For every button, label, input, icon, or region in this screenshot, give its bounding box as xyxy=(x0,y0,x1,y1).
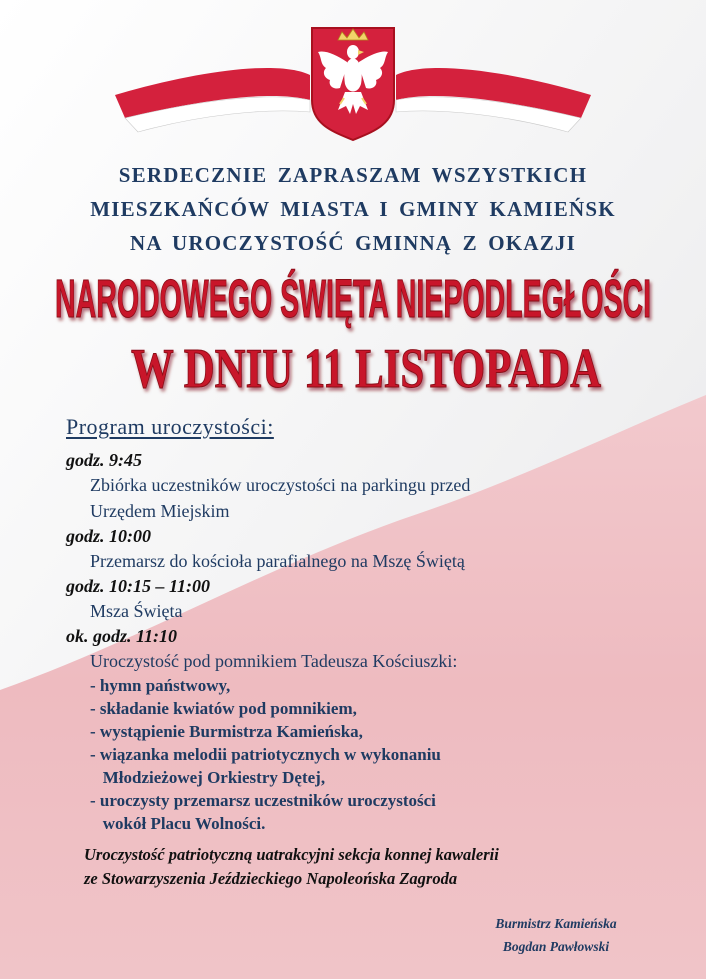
title-line-2: W DNIU 11 LISTOPADA xyxy=(131,338,602,400)
schedule-item xyxy=(66,624,666,835)
schedule-description: Zbiórka uczestników uroczystości na parkingu przed xyxy=(90,475,471,495)
schedule-description: Msza Święta xyxy=(90,601,183,621)
list-item: Młodzieżowej Orkiestry Dętej, xyxy=(90,768,326,787)
schedule-time: godz. 9:45 xyxy=(66,450,142,470)
schedule-description: Uroczystość pod pomnikiem Tadeusza Kościuszki: xyxy=(90,651,458,671)
invitation-line-3: NA UROCZYSTOŚĆ GMINNĄ Z OKAZJI xyxy=(129,231,576,255)
invitation-line-1: SERDECZNIE ZAPRASZAM WSZYSTKICH xyxy=(118,163,588,187)
list-item: - uroczysty przemarsz uczestników uroczystości xyxy=(90,791,436,810)
main-title xyxy=(0,265,706,400)
signature xyxy=(436,912,676,958)
program-heading: Program uroczystości: xyxy=(66,414,274,439)
ceremony-subitems xyxy=(66,674,666,835)
schedule-item xyxy=(66,574,666,624)
list-item: - hymn państwowy, xyxy=(90,676,231,695)
note-line-1: Uroczystość patriotyczną uatrakcyjni sekcja konnej kawalerii xyxy=(84,845,499,864)
list-item: - wiązanka melodii patriotycznych w wykonaniu xyxy=(90,745,441,764)
invitation-text xyxy=(0,158,706,260)
program-schedule xyxy=(66,448,666,835)
schedule-item xyxy=(66,448,666,524)
list-item: wokół Placu Wolności. xyxy=(90,814,266,833)
schedule-time: godz. 10:15 – 11:00 xyxy=(66,576,210,596)
title-line-1: NARODOWEGO ŚWIĘTA NIEPODLEGŁOŚCI xyxy=(55,269,651,329)
schedule-description: Przemarsz do kościoła parafialnego na Mszę Świętą xyxy=(90,551,465,571)
cavalry-note xyxy=(84,843,644,891)
list-item: - wystąpienie Burmistrza Kamieńska, xyxy=(90,722,363,741)
signature-name: Bogdan Pawłowski xyxy=(502,939,610,954)
note-line-2: ze Stowarzyszenia Jeździeckiego Napoleońska Zagroda xyxy=(84,869,458,888)
invitation-line-2: MIESZKAŃCÓW MIASTA I GMINY KAMIEŃSK xyxy=(90,197,616,221)
schedule-time: godz. 10:00 xyxy=(66,526,151,546)
schedule-time: ok. godz. 11:10 xyxy=(66,626,178,646)
white-eagle-coat-of-arms-icon xyxy=(0,0,706,160)
signature-role: Burmistrz Kamieńska xyxy=(495,916,617,931)
schedule-item xyxy=(66,524,666,574)
list-item: - składanie kwiatów pod pomnikiem, xyxy=(90,699,357,718)
schedule-description: Urzędem Miejskim xyxy=(90,501,230,521)
